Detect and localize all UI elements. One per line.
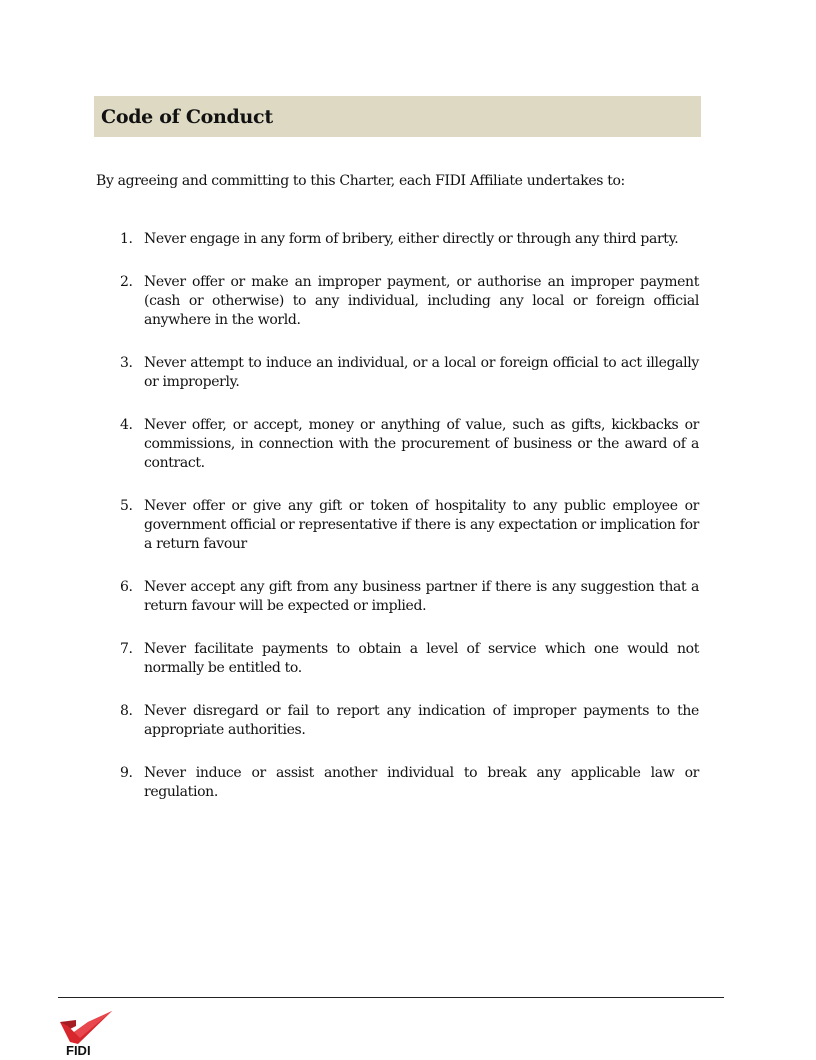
list-item-number: 1. [120,231,133,247]
footer-divider [58,997,724,998]
list-item-number: 7. [120,641,133,657]
logo-wordmark: FIDI [66,1043,91,1056]
list-item-number: 8. [120,703,133,719]
list-item [96,640,699,678]
list-item-text: Never attempt to induce an individual, or a local or foreign official to act illegally or improperly. [144,355,699,390]
list-item-text: Never offer or give any gift or token of hospitality to any public employee or government official or representative if there is any expectation or implication for a return favour [144,498,699,552]
list-item [96,702,699,740]
list-item [96,416,699,473]
list-item-text: Never disregard or fail to report any indication of improper payments to the appropriate authorities. [144,703,699,738]
fidi-logo [58,1008,114,1056]
list-item [96,578,699,616]
list-item-number: 2. [120,274,133,290]
list-item-number: 5. [120,498,133,514]
checkmark-logo-icon [58,1008,114,1056]
list-item-text: Never offer or make an improper payment, or authorise an improper payment (cash or otherwise) to any individual, including any local or foreign official anywhere in the world. [144,274,699,328]
code-of-conduct-list [96,230,699,802]
list-item [96,497,699,554]
list-item [96,354,699,392]
list-item-number: 4. [120,417,133,433]
list-item [96,764,699,802]
list-item-text: Never induce or assist another individual to break any applicable law or regulation. [144,765,699,800]
list-item-number: 6. [120,579,133,595]
list-item-text: Never engage in any form of bribery, either directly or through any third party. [144,231,679,247]
section-heading-bar [94,96,701,137]
list-item [96,230,699,249]
list-item-number: 3. [120,355,133,371]
list-item-number: 9. [120,765,133,781]
list-item [96,273,699,330]
list-item-text: Never accept any gift from any business partner if there is any suggestion that a return favour will be expected or implied. [144,579,699,614]
list-item-text: Never facilitate payments to obtain a level of service which one would not normally be entitled to. [144,641,699,676]
list-item-text: Never offer, or accept, money or anything of value, such as gifts, kickbacks or commissions, in connection with the procurement of business or the award of a contract. [144,417,699,471]
section-title: Code of Conduct [101,105,273,128]
intro-paragraph: By agreeing and committing to this Charter, each FIDI Affiliate undertakes to: [96,173,625,189]
